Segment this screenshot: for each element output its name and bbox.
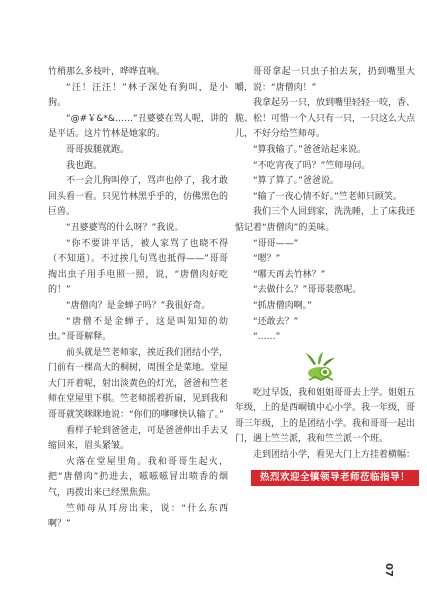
paragraph: 我们三个人回到家，洗洗睡，上了床我还惦记着“唐僧肉”的美味。 bbox=[235, 207, 416, 233]
paragraph: “哪天再去竹林？” bbox=[253, 269, 326, 280]
paragraph: 哥哥拔腿就跑。 bbox=[66, 144, 130, 155]
left-column bbox=[48, 65, 228, 533]
paragraph: 竹梢那么多枝叶，哗哗直响。 bbox=[48, 67, 166, 77]
paragraph: “算了算了。”爸爸说。 bbox=[253, 176, 339, 187]
paragraph: “唐僧肉？是金蝉子吗？”我很好奇。 bbox=[66, 300, 211, 311]
paragraph: “还敢去？” bbox=[253, 316, 299, 327]
paragraph: “输了一夜心情不好。”竺老师只顾笑。 bbox=[253, 191, 402, 202]
paragraph: “丑婆婆骂的什么呀？”我说。 bbox=[66, 222, 184, 233]
paragraph: “嗯？” bbox=[253, 254, 281, 265]
paragraph: 竺师母从耳房出来，说：“什么东西啊？” bbox=[48, 503, 228, 530]
page-number: 07 bbox=[383, 563, 394, 577]
paragraph: “唐僧不是金蝉子，这是叫知知的幼虫。”哥哥解释。 bbox=[48, 316, 228, 343]
paragraph: 前头就是竺老师家，挨近我们团结小学，门前有一棵高大的桐树，周围全是菜地。堂屋大门开着呢，射出淡黄色的灯光，爸爸和竺老师在堂屋里下棋。竺老师摇着折扇，见到我和哥哥就笑眯眯地说：“你们的嗲嗲快认输了。” bbox=[48, 347, 229, 421]
paragraph: 我拿起另一只，放到嘴里轻轻一咬，香、脆、松！可惜一个人只有一只，一只这么大点儿，不好分给竺师母。 bbox=[235, 98, 416, 140]
paragraph: “你不要讲平话，被人家骂了也晓不得（不知道）。不过挨几句骂也抵得——”哥哥掏出虫子用手电照一照，说，“唐僧肉好吃的！” bbox=[48, 238, 228, 296]
paragraph: 吃过早饭，我和姐姐哥哥去上学。姐姐五年级，上的是西峒镇中心小学。我一年级，哥哥三年级，上的是团结小学。我和哥哥一起出门，遇上竺兰派，我和竺兰派一个班。 bbox=[235, 387, 416, 445]
paragraph: “汪！汪汪！”林子深处有狗叫，是小狗。 bbox=[48, 82, 228, 109]
paragraph: “……” bbox=[253, 332, 281, 343]
right-column bbox=[235, 65, 415, 486]
paragraph: “不吃宵夜了吗？”竺师母问。 bbox=[253, 160, 371, 171]
paragraph: “算我输了。”爸爸站起来说。 bbox=[253, 144, 366, 155]
paragraph: 哥哥拿起一只虫子拍去灰，扔到嘴里大嚼，说：“唐僧肉！” bbox=[235, 67, 415, 93]
paragraph: 我也跑。 bbox=[66, 160, 103, 171]
bamboo-fire-icon bbox=[303, 352, 337, 382]
paragraph: 走到团结小学，看见大门上方挂着横幅： bbox=[253, 450, 416, 461]
paragraph: 不一会儿狗叫停了，骂声也停了，我才敢回头看一看。只见竹林黑乎乎的，仿佛黑色的巨兽。 bbox=[48, 176, 229, 218]
paragraph: 看样子轮到爸爸走，可是爸爸伸出手去又缩回来，眉头紧皱。 bbox=[48, 425, 229, 452]
paragraph: “抓唐僧肉啊。” bbox=[253, 300, 312, 311]
welcome-banner: 热烈欢迎全镇领导老师莅临指导！ bbox=[251, 470, 419, 486]
paragraph: “去做什么？”哥哥装憨呢。 bbox=[253, 285, 362, 296]
paragraph: “哥哥——” bbox=[253, 238, 299, 249]
paragraph: “@#￥&*&……”丑婆婆在骂人呢，讲的是平话。这片竹林是她家的。 bbox=[48, 113, 228, 140]
paragraph: 火落在堂屋里角。我和哥哥生起火，把“唐僧肉”扔进去，嗞嗞嗞冒出喷香的烟气，再拨出来已经黑焦焦。 bbox=[48, 456, 228, 499]
